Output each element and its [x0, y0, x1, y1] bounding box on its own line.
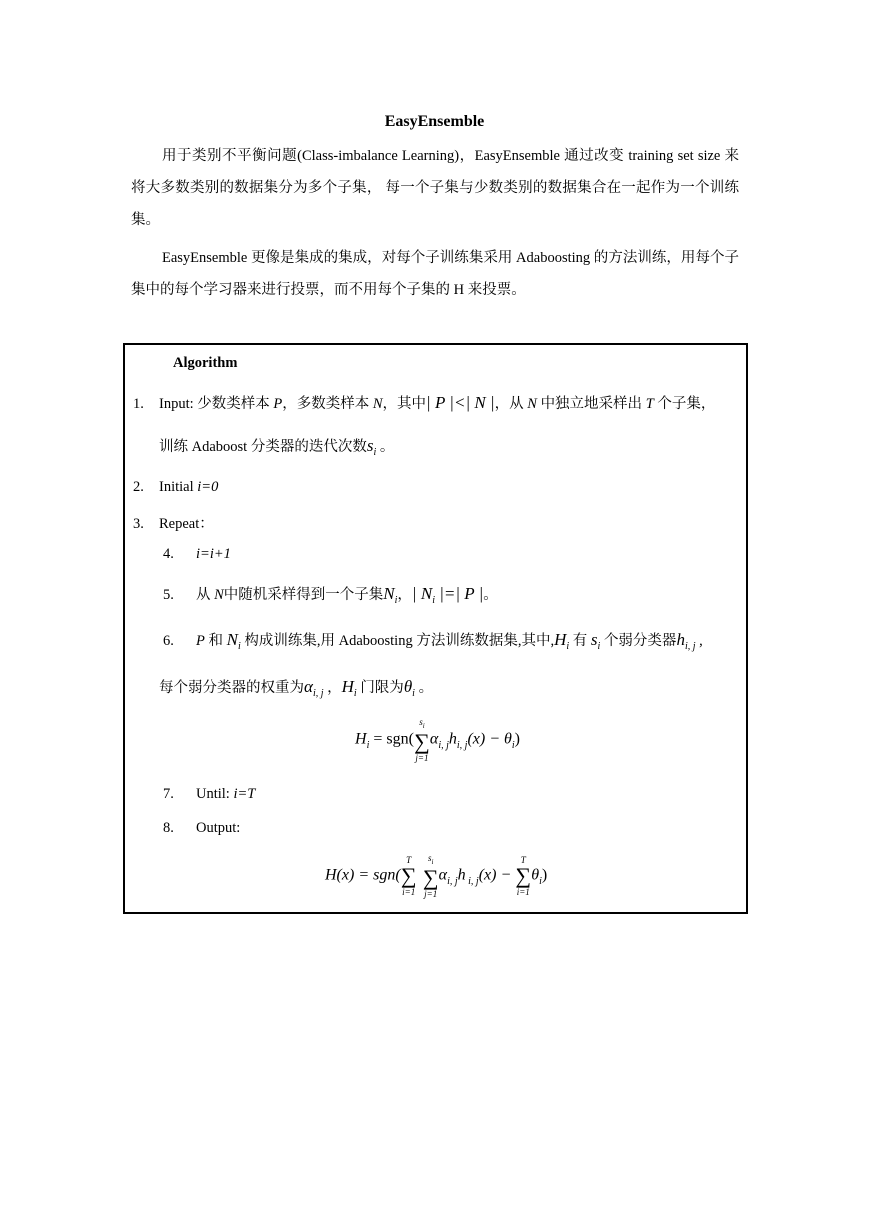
math-symbol: T	[645, 396, 654, 412]
math-operator: )	[541, 866, 548, 884]
step-text: ，其中	[382, 396, 427, 412]
sum-lower-limit: j=1	[424, 888, 438, 899]
math-condition: |=| P |	[434, 584, 484, 603]
math-symbol: θ	[403, 677, 413, 696]
sum-upper-limit: T	[520, 854, 526, 865]
math-condition: | N	[411, 584, 433, 603]
math-symbol: H	[554, 630, 567, 649]
step-text: 。	[414, 680, 434, 696]
math-expression: H(x) = sgn(	[325, 866, 401, 884]
sum-lower-limit: j=1	[415, 752, 429, 763]
math-symbol: s	[366, 436, 374, 455]
math-subscript: i	[237, 640, 241, 652]
sum-upper-limit: T	[406, 854, 412, 865]
step-text: 中随机采样得到一个子集	[223, 587, 384, 603]
formula-hi	[355, 717, 520, 763]
step-number: 3.	[133, 516, 144, 532]
math-symbol: α	[438, 866, 448, 884]
math-condition: | P |<| N |	[426, 393, 495, 412]
math-subscript: i, j	[312, 687, 324, 699]
math-symbol: α	[429, 730, 439, 748]
step-text: 每个弱分类器的权重为	[159, 680, 304, 696]
step-number: 8.	[163, 820, 174, 836]
math-symbol: N	[372, 396, 383, 412]
formula-output	[325, 853, 547, 899]
step-text: Output:	[196, 820, 241, 836]
step-8	[163, 820, 240, 837]
math-symbol: P	[273, 396, 283, 412]
math-subscript: i	[566, 640, 570, 652]
math-subscript: i, j	[438, 739, 449, 751]
intro-paragraph: 用于类别不平衡问题(Class-imbalance Learning)，EasyEnsemble 通过改变 training set size 来将大多数类别的数据集分为多个子集， 每一个子集与少数类别的数据集合在一起作为一个训练集。	[131, 148, 739, 228]
step-text: 。	[483, 587, 498, 603]
step-text: ，	[397, 587, 412, 603]
math-operator: )	[514, 730, 520, 748]
math-subscript: i	[353, 687, 357, 699]
sum-symbol: T ∑ i=1	[515, 854, 532, 897]
step-2	[133, 479, 218, 496]
step-text: Repeat：	[159, 516, 214, 532]
step-number: 2.	[133, 479, 144, 495]
math-symbol: P	[196, 633, 205, 649]
math-symbol: N	[527, 396, 537, 412]
sum-symbol: $s_i$ ∑ j=1	[414, 717, 430, 763]
step-4	[163, 546, 231, 563]
step-text: 从	[196, 587, 215, 603]
second-paragraph: EasyEnsemble 更像是集成的集成，对每个子训练集采用 Adaboosting 的方法训练，用每个子集中的每个学习器来进行投票，而不用每个子集的 H 来投票。	[131, 250, 739, 298]
step-text: Until:	[196, 786, 234, 802]
step-text: ，多数类样本	[282, 396, 373, 412]
math-subscript: i, j	[465, 875, 479, 887]
math-expression: i=0	[197, 479, 219, 495]
math-operator: = sgn(	[369, 730, 414, 748]
algorithm-box	[123, 343, 748, 914]
math-subscript: i	[511, 739, 515, 751]
step-text: Initial	[159, 479, 198, 495]
step-text: 门限为	[356, 680, 404, 696]
sum-lower-limit: i=1	[402, 886, 416, 897]
math-symbol: N	[226, 630, 238, 649]
step-number: 6.	[163, 633, 174, 649]
sum-symbol: T ∑ i=1	[400, 854, 417, 897]
step-text: 个子集，	[653, 396, 716, 412]
step-text: 有	[569, 633, 591, 649]
sum-upper-limit: s	[427, 853, 432, 863]
step-7	[163, 786, 255, 803]
math-symbol: H	[355, 730, 367, 748]
step-text: 训练 Adaboost 分类器的迭代次数	[159, 439, 367, 455]
step-text: ,	[695, 633, 703, 649]
math-symbol: h	[676, 630, 685, 649]
math-subscript: i, j	[684, 640, 696, 652]
step-text: ，	[323, 680, 342, 696]
document-title: EasyEnsemble	[384, 113, 485, 130]
math-symbol: N	[383, 584, 395, 603]
math-symbol: θ	[531, 866, 540, 884]
math-subscript: i	[432, 594, 435, 606]
step-text: 。	[376, 439, 395, 455]
math-symbol: h	[457, 866, 466, 884]
math-subscript: i	[366, 739, 370, 751]
math-symbol: α	[304, 677, 313, 696]
math-expression: i=i+1	[196, 546, 231, 562]
math-subscript: i, j	[456, 739, 468, 751]
math-subscript: i	[373, 446, 377, 458]
math-subscript: i	[412, 687, 415, 699]
step-6-line-2	[159, 676, 433, 699]
step-number: 1.	[133, 396, 144, 412]
math-symbol: H	[341, 677, 354, 696]
step-text: 个弱分类器	[600, 633, 677, 649]
step-1-line-2	[159, 435, 394, 458]
step-text: 构成训练集,用 Adaboosting 方法训练数据集,其中,	[240, 633, 555, 649]
step-6-line-1	[163, 629, 703, 652]
sum-lower-limit: i=1	[516, 886, 530, 897]
step-text: Input: 少数类样本	[159, 396, 274, 412]
math-symbol: N	[214, 587, 224, 603]
math-expression: (x) − θ	[467, 730, 512, 748]
math-subscript: i	[422, 721, 425, 730]
step-text: ，从	[494, 396, 528, 412]
math-expression: i=T	[233, 786, 256, 802]
math-subscript: i	[539, 875, 542, 887]
math-subscript: i, j	[447, 875, 458, 887]
sum-symbol: $s_i$ ∑ j=1	[422, 853, 439, 899]
math-subscript: i	[394, 594, 398, 606]
algorithm-heading: Algorithm	[173, 355, 238, 371]
step-5	[163, 583, 498, 606]
math-subscript: i	[431, 857, 434, 866]
math-subscript: i	[597, 640, 601, 652]
step-number: 4.	[163, 546, 174, 562]
math-symbol: h	[448, 730, 457, 748]
math-expression: (x) −	[478, 866, 512, 884]
step-number: 7.	[163, 786, 174, 802]
step-1-line-1	[133, 392, 715, 413]
step-3	[133, 512, 214, 533]
step-text: 中独立地采样出	[536, 396, 646, 412]
step-number: 5.	[163, 587, 174, 603]
math-symbol: s	[590, 630, 598, 649]
step-text: 和	[204, 633, 227, 649]
sum-upper-limit: s	[419, 717, 423, 727]
